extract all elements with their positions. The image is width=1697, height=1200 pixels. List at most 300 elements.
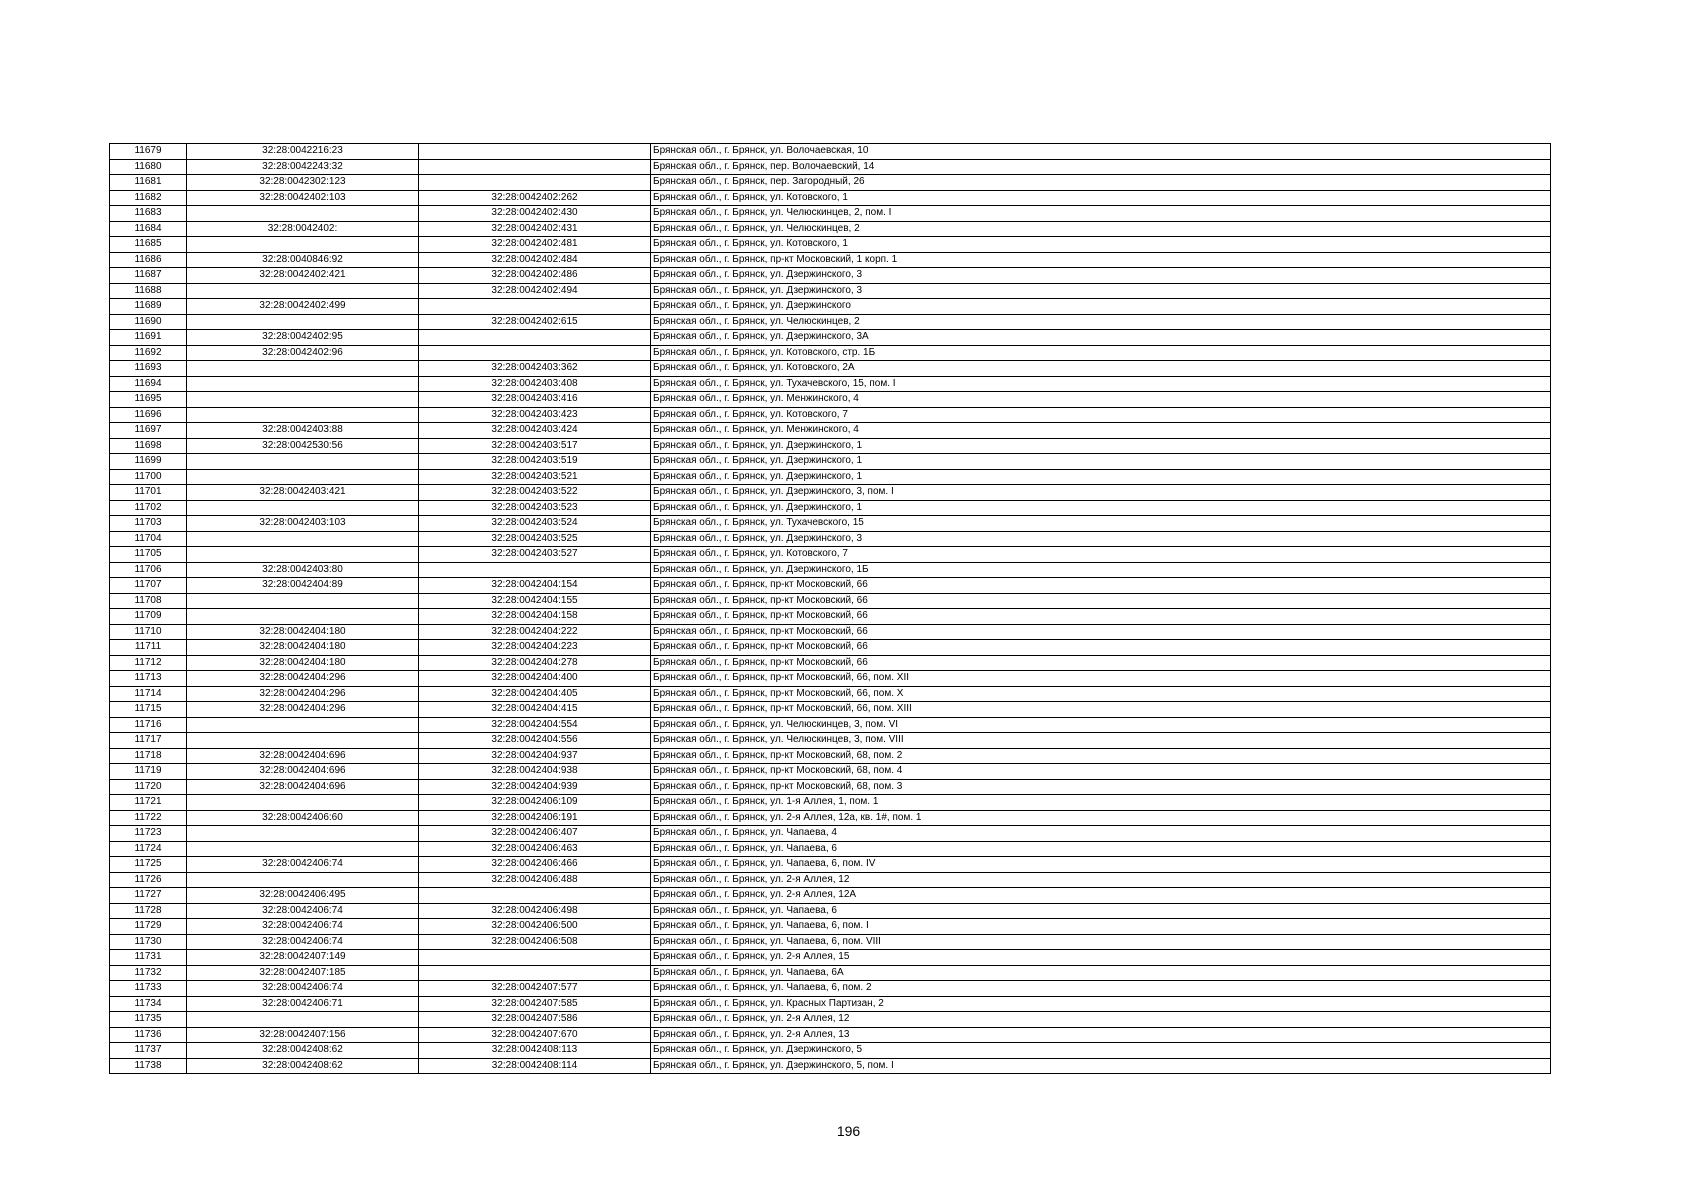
table-row [110,392,1551,408]
object-number-cell [419,330,651,346]
row-number-cell: 11738 [110,1058,187,1074]
row-number-cell: 11705 [110,547,187,563]
land-plot-number-cell: 32:28:0042406:71 [187,996,419,1012]
table-row [110,810,1551,826]
table-row [110,578,1551,594]
object-number-cell: 32:28:0042404:278 [419,655,651,671]
row-number-cell: 11686 [110,252,187,268]
row-number-cell: 11681 [110,175,187,191]
table-row [110,609,1551,625]
address-cell: Брянская обл., г. Брянск, ул. Челюскинцев, 3, пом. VI [651,717,1551,733]
land-plot-number-cell [187,314,419,330]
object-number-cell: 32:28:0042404:154 [419,578,651,594]
land-plot-number-cell [187,500,419,516]
object-number-cell [419,965,651,981]
object-number-cell: 32:28:0042406:488 [419,872,651,888]
land-plot-number-cell [187,1012,419,1028]
object-number-cell: 32:28:0042403:362 [419,361,651,377]
table-row [110,175,1551,191]
registry-table-body [110,144,1551,1074]
table-row [110,671,1551,687]
row-number-cell: 11737 [110,1043,187,1059]
object-number-cell: 32:28:0042404:155 [419,593,651,609]
table-row [110,593,1551,609]
land-plot-number-cell [187,795,419,811]
table-row [110,221,1551,237]
row-number-cell: 11697 [110,423,187,439]
table-row [110,485,1551,501]
address-cell: Брянская обл., г. Брянск, пр-кт Московский, 68, пом. 4 [651,764,1551,780]
object-number-cell: 32:28:0042403:521 [419,469,651,485]
land-plot-number-cell [187,609,419,625]
land-plot-number-cell: 32:28:0042404:696 [187,764,419,780]
object-number-cell [419,299,651,315]
land-plot-number-cell: 32:28:0042530:56 [187,438,419,454]
address-cell: Брянская обл., г. Брянск, ул. Чапаева, 4 [651,826,1551,842]
object-number-cell: 32:28:0042402:481 [419,237,651,253]
land-plot-number-cell: 32:28:0042302:123 [187,175,419,191]
land-plot-number-cell: 32:28:0042404:296 [187,686,419,702]
table-row [110,795,1551,811]
table-row [110,624,1551,640]
row-number-cell: 11730 [110,934,187,950]
row-number-cell: 11682 [110,190,187,206]
row-number-cell: 11725 [110,857,187,873]
row-number-cell: 11698 [110,438,187,454]
table-row [110,888,1551,904]
address-cell: Брянская обл., г. Брянск, ул. Дзержинского, 5, пом. I [651,1058,1551,1074]
object-number-cell: 32:28:0042404:222 [419,624,651,640]
row-number-cell: 11714 [110,686,187,702]
address-cell: Брянская обл., г. Брянск, пр-кт Московский, 66 [651,593,1551,609]
land-plot-number-cell: 32:28:0042216:23 [187,144,419,160]
table-row [110,516,1551,532]
address-cell: Брянская обл., г. Брянск, пер. Волочаевский, 14 [651,159,1551,175]
address-cell: Брянская обл., г. Брянск, ул. Котовского, 7 [651,407,1551,423]
address-cell: Брянская обл., г. Брянск, ул. Дзержинского, 3А [651,330,1551,346]
object-number-cell: 32:28:0042404:939 [419,779,651,795]
table-row [110,330,1551,346]
land-plot-number-cell: 32:28:0042406:74 [187,981,419,997]
land-plot-number-cell [187,872,419,888]
object-number-cell: 32:28:0042402:494 [419,283,651,299]
table-row [110,934,1551,950]
object-number-cell: 32:28:0042406:508 [419,934,651,950]
object-number-cell: 32:28:0042404:400 [419,671,651,687]
land-plot-number-cell: 32:28:0042406:74 [187,903,419,919]
address-cell: Брянская обл., г. Брянск, ул. 2-я Аллея, 12а, кв. 1#, пом. 1 [651,810,1551,826]
object-number-cell [419,159,651,175]
row-number-cell: 11699 [110,454,187,470]
address-cell: Брянская обл., г. Брянск, пр-кт Московский, 66, пом. X [651,686,1551,702]
land-plot-number-cell: 32:28:0042408:62 [187,1043,419,1059]
address-cell: Брянская обл., г. Брянск, ул. Чапаева, 6, пом. I [651,919,1551,935]
row-number-cell: 11689 [110,299,187,315]
object-number-cell: 32:28:0042408:113 [419,1043,651,1059]
row-number-cell: 11691 [110,330,187,346]
row-number-cell: 11719 [110,764,187,780]
land-plot-number-cell [187,206,419,222]
object-number-cell: 32:28:0042402:431 [419,221,651,237]
land-plot-number-cell [187,407,419,423]
object-number-cell: 32:28:0042404:937 [419,748,651,764]
row-number-cell: 11693 [110,361,187,377]
land-plot-number-cell [187,717,419,733]
address-cell: Брянская обл., г. Брянск, ул. Чапаева, 6, пом. IV [651,857,1551,873]
table-row [110,996,1551,1012]
table-row [110,826,1551,842]
row-number-cell: 11694 [110,376,187,392]
object-number-cell [419,144,651,160]
row-number-cell: 11731 [110,950,187,966]
address-cell: Брянская обл., г. Брянск, пр-кт Московский, 66 [651,609,1551,625]
land-plot-number-cell: 32:28:0042402:95 [187,330,419,346]
address-cell: Брянская обл., г. Брянск, ул. Дзержинского, 5 [651,1043,1551,1059]
page-number: 196 [836,1123,861,1139]
row-number-cell: 11728 [110,903,187,919]
table-row [110,376,1551,392]
object-number-cell: 32:28:0042403:517 [419,438,651,454]
object-number-cell [419,175,651,191]
row-number-cell: 11711 [110,640,187,656]
object-number-cell: 32:28:0042407:585 [419,996,651,1012]
address-cell: Брянская обл., г. Брянск, ул. 2-я Аллея, 12А [651,888,1551,904]
table-row [110,144,1551,160]
land-plot-number-cell: 32:28:0042404:89 [187,578,419,594]
land-plot-number-cell: 32:28:0042243:32 [187,159,419,175]
row-number-cell: 11709 [110,609,187,625]
table-row [110,1043,1551,1059]
address-cell: Брянская обл., г. Брянск, ул. Котовского, 2А [651,361,1551,377]
object-number-cell: 32:28:0042404:223 [419,640,651,656]
table-row [110,686,1551,702]
table-row [110,469,1551,485]
address-cell: Брянская обл., г. Брянск, пр-кт Московский, 66 [651,655,1551,671]
table-row [110,857,1551,873]
registry-table [109,143,1551,1074]
object-number-cell: 32:28:0042403:527 [419,547,651,563]
object-number-cell: 32:28:0042406:407 [419,826,651,842]
table-row [110,252,1551,268]
address-cell: Брянская обл., г. Брянск, пр-кт Московский, 68, пом. 3 [651,779,1551,795]
address-cell: Брянская обл., г. Брянск, ул. Дзержинского, 3 [651,268,1551,284]
address-cell: Брянская обл., г. Брянск, ул. Челюскинцев, 2 [651,314,1551,330]
row-number-cell: 11701 [110,485,187,501]
table-row [110,640,1551,656]
row-number-cell: 11706 [110,562,187,578]
table-row [110,562,1551,578]
object-number-cell: 32:28:0042404:554 [419,717,651,733]
land-plot-number-cell: 32:28:0042408:62 [187,1058,419,1074]
table-row [110,1012,1551,1028]
address-cell: Брянская обл., г. Брянск, пр-кт Московский, 68, пом. 2 [651,748,1551,764]
address-cell: Брянская обл., г. Брянск, пр-кт Московский, 66 [651,624,1551,640]
land-plot-number-cell [187,454,419,470]
table-row [110,1027,1551,1043]
row-number-cell: 11726 [110,872,187,888]
address-cell: Брянская обл., г. Брянск, ул. Котовского, 1 [651,237,1551,253]
table-row [110,299,1551,315]
address-cell: Брянская обл., г. Брянск, ул. Челюскинцев, 2 [651,221,1551,237]
row-number-cell: 11696 [110,407,187,423]
object-number-cell: 32:28:0042404:158 [419,609,651,625]
land-plot-number-cell: 32:28:0042407:185 [187,965,419,981]
object-number-cell: 32:28:0042404:405 [419,686,651,702]
address-cell: Брянская обл., г. Брянск, пр-кт Московский, 66 [651,578,1551,594]
table-row [110,717,1551,733]
object-number-cell: 32:28:0042402:615 [419,314,651,330]
address-cell: Брянская обл., г. Брянск, ул. Дзержинского, 1 [651,454,1551,470]
address-cell: Брянская обл., г. Брянск, пр-кт Московский, 1 корп. 1 [651,252,1551,268]
table-row [110,500,1551,516]
land-plot-number-cell [187,733,419,749]
object-number-cell: 32:28:0042402:486 [419,268,651,284]
land-plot-number-cell: 32:28:0042406:495 [187,888,419,904]
table-row [110,237,1551,253]
row-number-cell: 11708 [110,593,187,609]
row-number-cell: 11679 [110,144,187,160]
object-number-cell: 32:28:0042404:556 [419,733,651,749]
address-cell: Брянская обл., г. Брянск, ул. Дзержинского, 1 [651,469,1551,485]
land-plot-number-cell [187,392,419,408]
land-plot-number-cell [187,841,419,857]
row-number-cell: 11680 [110,159,187,175]
address-cell: Брянская обл., г. Брянск, ул. Менжинского, 4 [651,423,1551,439]
address-cell: Брянская обл., г. Брянск, пер. Загородный, 26 [651,175,1551,191]
land-plot-number-cell: 32:28:0042402:96 [187,345,419,361]
table-row [110,919,1551,935]
row-number-cell: 11692 [110,345,187,361]
object-number-cell [419,345,651,361]
table-row [110,981,1551,997]
object-number-cell: 32:28:0042407:586 [419,1012,651,1028]
address-cell: Брянская обл., г. Брянск, пр-кт Московский, 66, пом. XIII [651,702,1551,718]
address-cell: Брянская обл., г. Брянск, ул. Красных Партизан, 2 [651,996,1551,1012]
table-row [110,159,1551,175]
row-number-cell: 11720 [110,779,187,795]
land-plot-number-cell: 32:28:0042402:499 [187,299,419,315]
land-plot-number-cell: 32:28:0042402:421 [187,268,419,284]
land-plot-number-cell: 32:28:0042404:296 [187,702,419,718]
address-cell: Брянская обл., г. Брянск, ул. Тухачевского, 15, пом. I [651,376,1551,392]
object-number-cell: 32:28:0042407:577 [419,981,651,997]
row-number-cell: 11704 [110,531,187,547]
row-number-cell: 11713 [110,671,187,687]
table-row [110,1058,1551,1074]
address-cell: Брянская обл., г. Брянск, ул. Чапаева, 6, пом. 2 [651,981,1551,997]
land-plot-number-cell [187,237,419,253]
row-number-cell: 11721 [110,795,187,811]
row-number-cell: 11722 [110,810,187,826]
land-plot-number-cell: 32:28:0042406:74 [187,857,419,873]
land-plot-number-cell: 32:28:0042407:156 [187,1027,419,1043]
address-cell: Брянская обл., г. Брянск, ул. Чапаева, 6, пом. VIII [651,934,1551,950]
land-plot-number-cell: 32:28:0042406:74 [187,919,419,935]
land-plot-number-cell: 32:28:0042402: [187,221,419,237]
address-cell: Брянская обл., г. Брянск, ул. Дзержинского, 1 [651,438,1551,454]
object-number-cell: 32:28:0042406:466 [419,857,651,873]
address-cell: Брянская обл., г. Брянск, ул. Дзержинского, 1 [651,500,1551,516]
address-cell: Брянская обл., г. Брянск, ул. Котовского, 7 [651,547,1551,563]
object-number-cell: 32:28:0042403:423 [419,407,651,423]
row-number-cell: 11707 [110,578,187,594]
row-number-cell: 11710 [110,624,187,640]
table-row [110,190,1551,206]
row-number-cell: 11716 [110,717,187,733]
address-cell: Брянская обл., г. Брянск, ул. Менжинского, 4 [651,392,1551,408]
row-number-cell: 11695 [110,392,187,408]
row-number-cell: 11700 [110,469,187,485]
row-number-cell: 11687 [110,268,187,284]
address-cell: Брянская обл., г. Брянск, ул. Дзержинского, 1Б [651,562,1551,578]
address-cell: Брянская обл., г. Брянск, пр-кт Московский, 66, пом. XII [651,671,1551,687]
object-number-cell: 32:28:0042408:114 [419,1058,651,1074]
object-number-cell: 32:28:0042406:498 [419,903,651,919]
land-plot-number-cell: 32:28:0042403:88 [187,423,419,439]
row-number-cell: 11702 [110,500,187,516]
land-plot-number-cell: 32:28:0042403:103 [187,516,419,532]
land-plot-number-cell: 32:28:0042403:80 [187,562,419,578]
land-plot-number-cell: 32:28:0042404:696 [187,779,419,795]
row-number-cell: 11732 [110,965,187,981]
table-row [110,779,1551,795]
row-number-cell: 11683 [110,206,187,222]
table-row [110,268,1551,284]
object-number-cell: 32:28:0042406:463 [419,841,651,857]
row-number-cell: 11724 [110,841,187,857]
land-plot-number-cell [187,826,419,842]
object-number-cell: 32:28:0042403:416 [419,392,651,408]
address-cell: Брянская обл., г. Брянск, ул. 2-я Аллея, 12 [651,872,1551,888]
table-row [110,950,1551,966]
object-number-cell: 32:28:0042403:524 [419,516,651,532]
row-number-cell: 11688 [110,283,187,299]
land-plot-number-cell [187,547,419,563]
object-number-cell [419,562,651,578]
object-number-cell: 32:28:0042402:262 [419,190,651,206]
object-number-cell: 32:28:0042403:424 [419,423,651,439]
address-cell: Брянская обл., г. Брянск, ул. Чапаева, 6 [651,903,1551,919]
address-cell: Брянская обл., г. Брянск, ул. Тухачевского, 15 [651,516,1551,532]
row-number-cell: 11723 [110,826,187,842]
land-plot-number-cell [187,531,419,547]
table-row [110,314,1551,330]
land-plot-number-cell: 32:28:0042402:103 [187,190,419,206]
row-number-cell: 11736 [110,1027,187,1043]
table-row [110,423,1551,439]
table-row [110,841,1551,857]
object-number-cell: 32:28:0042403:522 [419,485,651,501]
row-number-cell: 11735 [110,1012,187,1028]
address-cell: Брянская обл., г. Брянск, ул. 2-я Аллея, 15 [651,950,1551,966]
address-cell: Брянская обл., г. Брянск, ул. Дзержинского, 3 [651,531,1551,547]
object-number-cell [419,888,651,904]
row-number-cell: 11703 [110,516,187,532]
land-plot-number-cell [187,376,419,392]
address-cell: Брянская обл., г. Брянск, ул. Чапаева, 6 [651,841,1551,857]
row-number-cell: 11715 [110,702,187,718]
row-number-cell: 11727 [110,888,187,904]
row-number-cell: 11690 [110,314,187,330]
row-number-cell: 11718 [110,748,187,764]
object-number-cell: 32:28:0042403:519 [419,454,651,470]
table-row [110,702,1551,718]
land-plot-number-cell [187,469,419,485]
land-plot-number-cell: 32:28:0042404:180 [187,640,419,656]
object-number-cell: 32:28:0042403:525 [419,531,651,547]
address-cell: Брянская обл., г. Брянск, ул. Чапаева, 6А [651,965,1551,981]
object-number-cell: 32:28:0042406:191 [419,810,651,826]
address-cell: Брянская обл., г. Брянск, ул. Котовского, 1 [651,190,1551,206]
table-row [110,965,1551,981]
table-row [110,733,1551,749]
row-number-cell: 11717 [110,733,187,749]
address-cell: Брянская обл., г. Брянск, ул. Дзержинского [651,299,1551,315]
object-number-cell: 32:28:0042404:415 [419,702,651,718]
address-cell: Брянская обл., г. Брянск, ул. 2-я Аллея, 12 [651,1012,1551,1028]
table-row [110,361,1551,377]
land-plot-number-cell: 32:28:0042404:180 [187,624,419,640]
object-number-cell: 32:28:0042403:523 [419,500,651,516]
land-plot-number-cell: 32:28:0042404:180 [187,655,419,671]
table-row [110,748,1551,764]
row-number-cell: 11734 [110,996,187,1012]
table-row [110,764,1551,780]
row-number-cell: 11685 [110,237,187,253]
address-cell: Брянская обл., г. Брянск, ул. Челюскинцев, 3, пом. VIII [651,733,1551,749]
address-cell: Брянская обл., г. Брянск, ул. 1-я Аллея, 1, пом. 1 [651,795,1551,811]
table-row [110,547,1551,563]
address-cell: Брянская обл., г. Брянск, ул. 2-я Аллея, 13 [651,1027,1551,1043]
land-plot-number-cell: 32:28:0042406:60 [187,810,419,826]
land-plot-number-cell: 32:28:0042404:296 [187,671,419,687]
address-cell: Брянская обл., г. Брянск, ул. Котовского, стр. 1Б [651,345,1551,361]
land-plot-number-cell [187,361,419,377]
land-plot-number-cell [187,283,419,299]
address-cell: Брянская обл., г. Брянск, ул. Волочаевская, 10 [651,144,1551,160]
object-number-cell: 32:28:0042403:408 [419,376,651,392]
row-number-cell: 11729 [110,919,187,935]
address-cell: Брянская обл., г. Брянск, ул. Дзержинского, 3 [651,283,1551,299]
land-plot-number-cell [187,593,419,609]
row-number-cell: 11712 [110,655,187,671]
table-row [110,903,1551,919]
row-number-cell: 11684 [110,221,187,237]
object-number-cell: 32:28:0042402:430 [419,206,651,222]
table-row [110,345,1551,361]
row-number-cell: 11733 [110,981,187,997]
land-plot-number-cell: 32:28:0040846:92 [187,252,419,268]
object-number-cell: 32:28:0042407:670 [419,1027,651,1043]
address-cell: Брянская обл., г. Брянск, ул. Дзержинского, 3, пом. I [651,485,1551,501]
land-plot-number-cell: 32:28:0042407:149 [187,950,419,966]
table-row [110,872,1551,888]
address-cell: Брянская обл., г. Брянск, пр-кт Московский, 66 [651,640,1551,656]
land-plot-number-cell: 32:28:0042404:696 [187,748,419,764]
table-row [110,454,1551,470]
table-row [110,283,1551,299]
table-row [110,438,1551,454]
table-row [110,407,1551,423]
table-row [110,531,1551,547]
table-row [110,206,1551,222]
land-plot-number-cell: 32:28:0042403:421 [187,485,419,501]
object-number-cell: 32:28:0042406:109 [419,795,651,811]
object-number-cell [419,950,651,966]
object-number-cell: 32:28:0042406:500 [419,919,651,935]
address-cell: Брянская обл., г. Брянск, ул. Челюскинцев, 2, пом. I [651,206,1551,222]
land-plot-number-cell: 32:28:0042406:74 [187,934,419,950]
